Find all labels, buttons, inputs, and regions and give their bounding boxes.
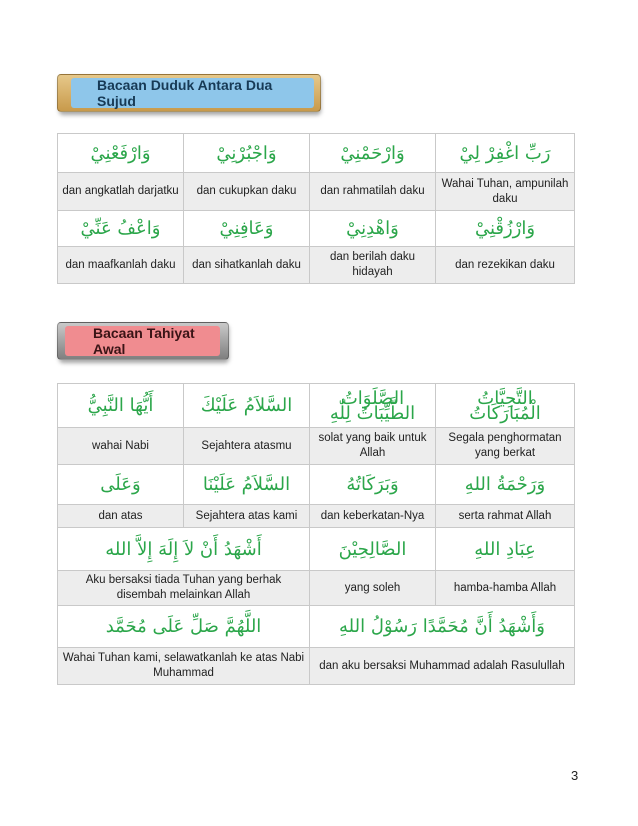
- translation-cell: dan cukupkan daku: [184, 173, 310, 211]
- arabic-cell: السَّلاَمُ عَلَيْكَ: [184, 384, 310, 428]
- table-row-translation: [58, 505, 575, 528]
- translation-cell: Sejahtera atasmu: [184, 428, 310, 465]
- section-title: Bacaan Tahiyat Awal: [65, 326, 220, 356]
- arabic-cell: وَبَرَكَاتُهُ: [310, 465, 436, 505]
- table-row-arabic: [58, 465, 575, 505]
- translation-cell: dan maafkanlah daku: [58, 247, 184, 284]
- table-row-translation: [58, 247, 575, 284]
- page-number: 3: [571, 768, 579, 783]
- translation-cell: dan rezekikan daku: [436, 247, 575, 284]
- arabic-cell: وَارْفَعْنِيْ: [58, 134, 184, 173]
- arabic-cell: وَارْزُقْنِيْ: [436, 211, 575, 247]
- translation-cell: Sejahtera atas kami: [184, 505, 310, 528]
- arabic-cell: الصَّلَوَاتُ الطَّيِّبَاتُ لِلّٰهِ: [310, 384, 436, 428]
- arabic-cell: وَارْحَمْنِيْ: [310, 134, 436, 173]
- translation-cell: dan rahmatilah daku: [310, 173, 436, 211]
- table-row-arabic: [58, 528, 575, 571]
- section-banner-tahiyat: [57, 322, 227, 360]
- arabic-cell: وَرَحْمَةُ اللهِ: [436, 465, 575, 505]
- arabic-cell: وَاهْدِنِيْ: [310, 211, 436, 247]
- translation-cell-wide: Wahai Tuhan kami, selawatkanlah ke atas Nabi Muhammad: [58, 648, 310, 685]
- translation-cell: dan berilah daku hidayah: [310, 247, 436, 284]
- arabic-cell-wide: وَأَشْهَدُ أَنَّ مُحَمَّدًا رَسُوْلُ اللهِ: [310, 606, 575, 648]
- arabic-cell: وَعَافِنِيْ: [184, 211, 310, 247]
- arabic-cell: وَعَلَى: [58, 465, 184, 505]
- arabic-cell: السَّلاَمُ عَلَيْنَا: [184, 465, 310, 505]
- translation-cell-wide: dan aku bersaksi Muhammad adalah Rasulullah: [310, 648, 575, 685]
- table-row-arabic: [58, 211, 575, 247]
- table-row-translation: [58, 428, 575, 465]
- arabic-cell-wide: اللَّهُمَّ صَلِّ عَلَى مُحَمَّد: [58, 606, 310, 648]
- section-title: Bacaan Duduk Antara Dua Sujud: [71, 78, 314, 108]
- translation-cell: hamba-hamba Allah: [436, 571, 575, 606]
- translation-cell: dan atas: [58, 505, 184, 528]
- arabic-cell-wide: أَشْهَدُ أَنْ لاَ إِلَهَ إِلاَّ الله: [58, 528, 310, 571]
- translation-cell: dan keberkatan-Nya: [310, 505, 436, 528]
- table-row-arabic: [58, 384, 575, 428]
- arabic-cell: الصَّالِحِيْنَ: [310, 528, 436, 571]
- arabic-cell: رَبِّ اغْفِرْ لِيْ: [436, 134, 575, 173]
- arabic-cell: عِبَادِ اللهِ: [436, 528, 575, 571]
- table-tahiyat-awal: [57, 383, 575, 685]
- table-row-translation: [58, 571, 575, 606]
- translation-cell: Segala penghormatan yang berkat: [436, 428, 575, 465]
- translation-cell: dan angkatlah darjatku: [58, 173, 184, 211]
- table-duduk-antara-dua-sujud: [57, 133, 575, 284]
- table-row-arabic: [58, 606, 575, 648]
- translation-cell-wide: Aku bersaksi tiada Tuhan yang berhak disembah melainkan Allah: [58, 571, 310, 606]
- table-row-translation: [58, 173, 575, 211]
- arabic-cell: وَاجْبُرْنِيْ: [184, 134, 310, 173]
- translation-cell: solat yang baik untuk Allah: [310, 428, 436, 465]
- table-row-arabic: [58, 134, 575, 173]
- translation-cell: wahai Nabi: [58, 428, 184, 465]
- arabic-cell: التَّحِيَّاتُ الْمُبَارَكَاتُ: [436, 384, 575, 428]
- translation-cell: serta rahmat Allah: [436, 505, 575, 528]
- translation-cell: Wahai Tuhan, ampunilah daku: [436, 173, 575, 211]
- arabic-cell: وَاعْفُ عَنِّيْ: [58, 211, 184, 247]
- translation-cell: yang soleh: [310, 571, 436, 606]
- arabic-cell: أَيُّهَا النَّبِيُّ: [58, 384, 184, 428]
- translation-cell: dan sihatkanlah daku: [184, 247, 310, 284]
- table-row-translation: [58, 648, 575, 685]
- section-banner-sujud: [57, 74, 319, 112]
